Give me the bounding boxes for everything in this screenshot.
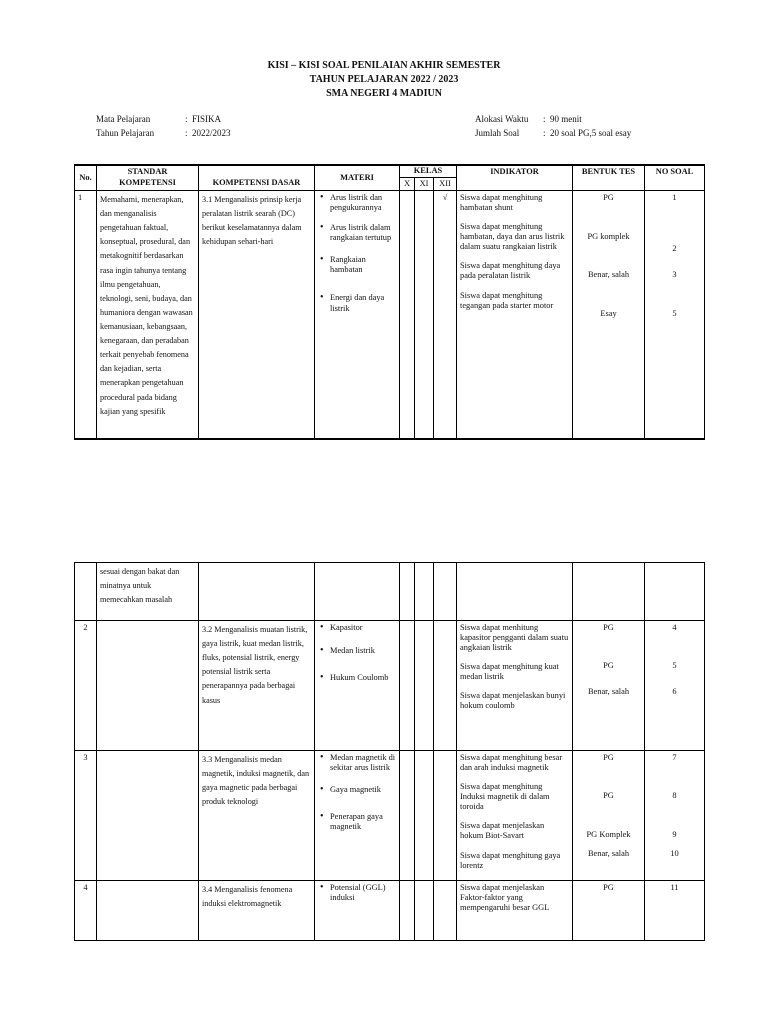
indikator-item: Siswa dapat menjelaskan Faktor-faktor yang mempengaruhi besar GGL bbox=[460, 883, 550, 913]
col-kelas: KELAS bbox=[400, 165, 457, 177]
col-kelas-x: X bbox=[400, 177, 415, 190]
row-kelas-xii bbox=[434, 621, 457, 751]
row-bentuk-tes bbox=[573, 751, 645, 881]
row-materi bbox=[315, 621, 400, 751]
meta-tp-colon: : bbox=[185, 128, 188, 138]
nosoal-item: 5 bbox=[672, 661, 677, 670]
row-no-soal: 11 bbox=[645, 881, 705, 941]
row-kelas-xi bbox=[415, 881, 434, 941]
meta-waktu-value: 90 menit bbox=[550, 114, 582, 124]
row-kompetensi-dasar bbox=[199, 191, 315, 439]
col-standar-kompetensi bbox=[97, 165, 199, 191]
meta-soal-colon: : bbox=[543, 128, 546, 138]
bentuk-item: Benar, salah bbox=[587, 849, 630, 858]
meta-waktu-colon: : bbox=[543, 114, 546, 124]
nosoal-item: 9 bbox=[672, 830, 677, 839]
meta-mapel-label: Mata Pelajaran bbox=[96, 114, 151, 124]
indikator-item: Siswa dapat menghitung besar dan arah induksi magnetik bbox=[460, 753, 563, 773]
materi-item: • Penerapan gaya magnetik bbox=[330, 812, 396, 832]
materi-item: • Energi dan daya listrik bbox=[330, 293, 396, 313]
row-bentuk-tes bbox=[573, 563, 645, 621]
row-materi bbox=[315, 191, 400, 439]
nosoal-item: 2 bbox=[672, 244, 677, 253]
col-no-soal: NO SOAL bbox=[645, 165, 705, 191]
table-row bbox=[75, 621, 705, 751]
indikator-item: Siswa dapat menghitung kuat medan listrik bbox=[460, 662, 559, 682]
row-kompetensi-dasar bbox=[199, 621, 315, 751]
bentuk-item: PG Komplek bbox=[586, 830, 631, 839]
row-kompetensi-dasar bbox=[199, 563, 315, 621]
meta-soal-value: 20 soal PG,5 soal esay bbox=[550, 128, 632, 138]
materi-item: • Kapasitor bbox=[330, 623, 396, 633]
bentuk-item: PG bbox=[603, 791, 614, 800]
materi-item: • Arus listrik dan pengukurannya bbox=[330, 193, 396, 213]
indikator-item: Siswa dapat menghitung hambatan, daya dan arus listrik dalam suatu rangkaian listrik bbox=[460, 222, 565, 252]
col-no: No. bbox=[75, 165, 97, 191]
materi-item: • Medan listrik bbox=[330, 646, 396, 656]
kd-text: Menganalisis muatan listrik, gaya listrik, kuat medan listrik, fluks, potensial listrik, energy potensial listrik serta penerapannya pada berbagai kasus bbox=[202, 625, 308, 705]
row-kelas-x bbox=[400, 621, 415, 751]
row-kelas-xi bbox=[415, 563, 434, 621]
header-row-1 bbox=[75, 165, 705, 177]
indikator-item: Siswa dapat menhitung kapasitor pengganti dalam suatu angkaian listrik bbox=[460, 623, 569, 653]
row-no bbox=[75, 563, 97, 621]
kd-text: Menganalisis medan magnetik, induksi magnetik, dan gaya magnetic pada berbagai produk teknologi bbox=[202, 755, 310, 807]
col-sk-line1: STANDAR bbox=[127, 167, 168, 177]
nosoal-item: 5 bbox=[672, 309, 677, 318]
row-materi bbox=[315, 751, 400, 881]
row-kelas-xii bbox=[434, 751, 457, 881]
nosoal-item: 4 bbox=[672, 623, 677, 632]
bentuk-item: PG bbox=[603, 193, 614, 202]
col-kompetensi-dasar: KOMPETENSI DASAR bbox=[199, 165, 315, 191]
col-sk-line2: KOMPETENSI bbox=[119, 178, 176, 187]
bentuk-item: Benar, salah bbox=[587, 270, 630, 279]
materi-item: • Hukum Coulomb bbox=[330, 673, 396, 683]
materi-item: • Potensial (GGL) induksi bbox=[330, 883, 396, 903]
bentuk-item: PG komplek bbox=[587, 232, 630, 241]
kisi-table-page2 bbox=[74, 562, 705, 941]
row-no-soal bbox=[645, 751, 705, 881]
row-kelas-xii bbox=[434, 563, 457, 621]
row-bentuk-tes bbox=[573, 191, 645, 439]
row-kelas-x bbox=[400, 881, 415, 941]
kd-number: 3.2 bbox=[202, 625, 213, 634]
doc-title: KISI – KISI SOAL PENILAIAN AKHIR SEMESTER bbox=[267, 60, 501, 71]
kd-number: 3.4 bbox=[202, 885, 213, 894]
indikator-item: Siswa dapat menghitung Induksi magnetik di dalam toroida bbox=[460, 782, 550, 812]
row-kelas-xi bbox=[415, 621, 434, 751]
row-standar-kompetensi bbox=[97, 881, 199, 941]
kd-text: Menganalisis fenomena induksi elektromagnetik bbox=[202, 885, 293, 909]
table-row bbox=[75, 563, 705, 621]
col-kelas-xi: XI bbox=[415, 177, 434, 190]
kd-number: 3.3 bbox=[202, 755, 213, 764]
indikator-item: Siswa dapat menghitung tegangan pada starter motor bbox=[460, 290, 554, 310]
col-indikator: INDIKATOR bbox=[457, 165, 573, 191]
nosoal-item: 6 bbox=[672, 687, 677, 696]
row-no-soal bbox=[645, 191, 705, 439]
row-no: 1 bbox=[75, 191, 97, 439]
row-no-soal bbox=[645, 621, 705, 751]
bentuk-item: PG bbox=[603, 753, 614, 762]
row-indikator bbox=[457, 751, 573, 881]
nosoal-item: 10 bbox=[670, 849, 679, 858]
row-kompetensi-dasar bbox=[199, 881, 315, 941]
row-kelas-x bbox=[400, 191, 415, 439]
indikator-item: Siswa dapat menjelaskan bunyi hokum coulomb bbox=[460, 691, 566, 711]
table-row bbox=[75, 191, 705, 439]
col-materi: MATERI bbox=[315, 165, 400, 191]
row-standar-kompetensi bbox=[97, 621, 199, 751]
meta-tp-value: 2022/2023 bbox=[192, 128, 231, 138]
bentuk-item: Benar, salah bbox=[587, 687, 630, 696]
row-materi bbox=[315, 881, 400, 941]
row-bentuk-tes bbox=[573, 621, 645, 751]
col-kelas-xii: XII bbox=[434, 177, 457, 190]
row-indikator bbox=[457, 191, 573, 439]
row-kelas-xi bbox=[415, 751, 434, 881]
row-kelas-x bbox=[400, 751, 415, 881]
bentuk-item: Esay bbox=[600, 309, 617, 318]
nosoal-item: 3 bbox=[672, 270, 677, 279]
row-standar-kompetensi-cont: sesuai dengan bakat dan minatnya untuk memecahkan masalah bbox=[97, 563, 199, 621]
row-kelas-xii-check: √ bbox=[434, 191, 457, 439]
meta-mapel-value: FISIKA bbox=[192, 114, 222, 124]
bentuk-item: PG bbox=[603, 623, 614, 632]
indikator-item: Siswa dapat menghitung hambatan shunt bbox=[460, 193, 543, 213]
materi-item: • Medan magnetik di sekitar arus listrik bbox=[330, 753, 396, 773]
kd-number: 3.1 bbox=[202, 195, 213, 204]
row-materi bbox=[315, 563, 400, 621]
doc-subtitle-school: SMA NEGERI 4 MADIUN bbox=[326, 88, 442, 99]
nosoal-item: 1 bbox=[672, 193, 677, 202]
bentuk-item: PG bbox=[603, 661, 614, 670]
indikator-item: Siswa dapat menghitung daya pada peralatan listrik bbox=[460, 261, 561, 281]
row-no: 2 bbox=[75, 621, 97, 751]
indikator-item: Siswa dapat menjelaskan hokum Biot-Savart bbox=[460, 821, 545, 841]
meta-mapel-colon: : bbox=[185, 114, 188, 124]
table-row bbox=[75, 751, 705, 881]
kisi-table-page1 bbox=[74, 164, 705, 440]
nosoal-item: 7 bbox=[672, 753, 677, 762]
indikator-item: Siswa dapat menghitung gaya lorentz bbox=[460, 850, 561, 870]
kd-text: Menganalisis prinsip kerja peralatan listrik searah (DC) berikut keselamatannya dalam kehidupan sehari-hari bbox=[202, 195, 302, 247]
meta-soal-label: Jumlah Soal bbox=[475, 128, 520, 138]
row-kelas-x bbox=[400, 563, 415, 621]
row-kelas-xi bbox=[415, 191, 434, 439]
nosoal-item: 8 bbox=[672, 791, 677, 800]
meta-waktu-label: Alokasi Waktu bbox=[475, 114, 529, 124]
doc-subtitle-year: TAHUN PELAJARAN 2022 / 2023 bbox=[309, 74, 459, 85]
materi-item: • Arus listrik dalam rangkaian tertutup bbox=[330, 223, 396, 243]
col-bentuk-tes: BENTUK TES bbox=[573, 165, 645, 191]
row-no-soal bbox=[645, 563, 705, 621]
row-kompetensi-dasar bbox=[199, 751, 315, 881]
row-standar-kompetensi: Memahami, menerapkan, dan menganalisis pengetahuan faktual, konseptual, prosedural, dan metakognitif berdasarkan rasa ingin tahunya tentang ilmu pengetahuan, teknologi, seni, budaya, dan humaniora dengan wawasan kemanusiaan, kebangsaan, kenegaraan, dan peradaban terkait penyebab fenomena dan kejadian, serta menerapkan pengetahuan procedural pada bidang kajian yang spesifik bbox=[97, 191, 199, 439]
row-indikator bbox=[457, 881, 573, 941]
table-row bbox=[75, 881, 705, 941]
row-indikator bbox=[457, 563, 573, 621]
row-no: 4 bbox=[75, 881, 97, 941]
row-indikator bbox=[457, 621, 573, 751]
materi-item: • Rangkaian hambatan bbox=[330, 255, 396, 275]
row-kelas-xii bbox=[434, 881, 457, 941]
materi-item: • Gaya magnetik bbox=[330, 785, 396, 795]
meta-tp-label: Tahun Pelajaran bbox=[96, 128, 155, 138]
row-standar-kompetensi bbox=[97, 751, 199, 881]
row-bentuk-tes: PG bbox=[573, 881, 645, 941]
row-no: 3 bbox=[75, 751, 97, 881]
